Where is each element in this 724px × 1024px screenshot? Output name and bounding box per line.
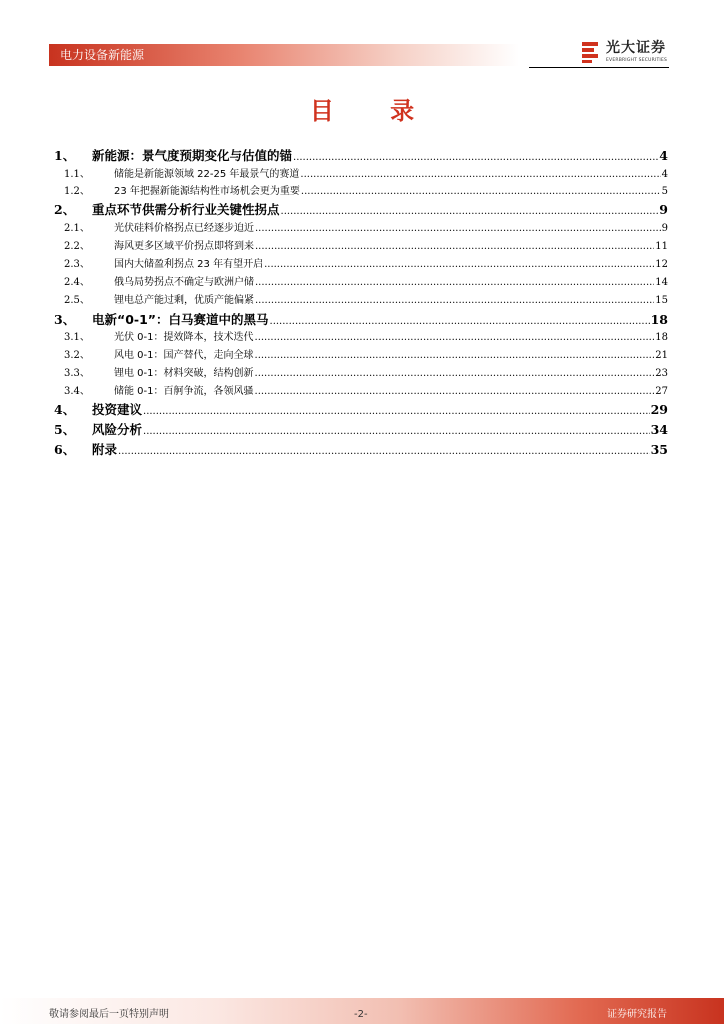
toc-entry-title: 光伏 0-1：提效降本，技术迭代 xyxy=(114,332,254,343)
toc-entry-page: 9 xyxy=(661,223,668,234)
toc-entry-number: 6、 xyxy=(54,442,76,457)
toc-entry-title: 俄乌局势拐点不确定与欧洲户储 xyxy=(114,277,254,288)
logo-text-cn: 光大证券 xyxy=(606,40,666,56)
toc-leader-dots xyxy=(255,368,655,379)
toc-entry-number: 2.5、 xyxy=(64,295,90,306)
toc-leader-dots xyxy=(143,426,650,437)
toc-entry-number: 3.3、 xyxy=(64,368,90,379)
toc-entry[interactable] xyxy=(54,291,668,308)
footer-disclaimer: 敬请参阅最后一页特别声明 xyxy=(49,1009,169,1020)
toc-leader-dots xyxy=(301,186,661,197)
toc-entry-page: 11 xyxy=(655,241,668,252)
toc-entry-title: 风电 0-1：国产替代，走向全球 xyxy=(114,350,254,361)
toc-entry-number: 2.4、 xyxy=(64,277,90,288)
toc-entry-title: 附录 xyxy=(92,442,118,457)
toc-leader-dots xyxy=(293,152,658,163)
toc-entry-title: 锂电 0-1：材料突破，结构创新 xyxy=(114,368,254,379)
toc-leader-dots xyxy=(270,316,650,327)
toc-entry-page: 29 xyxy=(650,402,668,417)
toc-entry[interactable] xyxy=(54,273,668,290)
toc-entry-page: 14 xyxy=(655,277,668,288)
toc-entry[interactable] xyxy=(54,440,668,458)
toc-entry-page: 18 xyxy=(655,332,668,343)
toc-entry[interactable] xyxy=(54,146,668,164)
toc-leader-dots xyxy=(255,277,654,288)
toc-entry-number: 5、 xyxy=(54,422,76,437)
toc-entry-title: 锂电总产能过剩，优质产能偏紧 xyxy=(114,295,254,306)
toc-entry-page: 5 xyxy=(661,186,668,197)
toc-entry-title: 风险分析 xyxy=(92,422,143,437)
toc-entry-number: 1、 xyxy=(54,148,76,163)
toc-entry[interactable] xyxy=(54,382,668,399)
toc-entry-title: 海风更多区域平价拐点即将到来 xyxy=(114,241,254,252)
toc-leader-dots xyxy=(255,295,654,306)
toc-leader-dots xyxy=(255,332,655,343)
toc-entry-number: 3.1、 xyxy=(64,332,90,343)
toc-entry-number: 3、 xyxy=(54,312,76,327)
toc-entry[interactable] xyxy=(54,200,668,218)
header-divider xyxy=(529,67,669,68)
toc-entry-number: 2.1、 xyxy=(64,223,90,234)
toc-entry[interactable] xyxy=(54,310,668,328)
toc-title: 目 录 xyxy=(309,97,439,125)
toc-entry[interactable] xyxy=(54,255,668,272)
toc-leader-dots xyxy=(255,386,655,397)
toc-entry-page: 18 xyxy=(650,312,668,327)
toc-entry-page: 4 xyxy=(659,148,668,163)
toc-entry-title: 光伏硅料价格拐点已经逐步迫近 xyxy=(114,223,254,234)
toc-entry[interactable] xyxy=(54,328,668,345)
toc-entry-number: 3.2、 xyxy=(64,350,90,361)
toc-entry[interactable] xyxy=(54,420,668,438)
toc-leader-dots xyxy=(255,350,655,361)
toc-entry-title: 国内大储盈利拐点 23 年有望开启 xyxy=(114,259,264,270)
toc-leader-dots xyxy=(118,446,650,457)
toc-leader-dots xyxy=(281,206,659,217)
toc-entry-title: 投资建议 xyxy=(92,402,143,417)
page-number: -2- xyxy=(354,1009,368,1020)
toc-entry-page: 27 xyxy=(655,386,668,397)
toc-entry-page: 4 xyxy=(661,169,668,180)
toc-entry-number: 3.4、 xyxy=(64,386,90,397)
toc-entry-page: 21 xyxy=(655,350,668,361)
toc-entry[interactable] xyxy=(54,237,668,254)
toc-entry-title: 新能源：景气度预期变化与估值的锚 xyxy=(92,148,293,163)
toc-entry[interactable] xyxy=(54,165,668,182)
company-logo xyxy=(580,40,680,68)
toc-entry-title: 23 年把握新能源结构性市场机会更为重要 xyxy=(114,186,300,197)
toc-entry[interactable] xyxy=(54,346,668,363)
toc-leader-dots xyxy=(264,259,654,270)
toc-entry-number: 2.2、 xyxy=(64,241,90,252)
section-title: 电力设备新能源 xyxy=(60,48,145,62)
toc-leader-dots xyxy=(300,169,660,180)
footer-report-type: 证券研究报告 xyxy=(607,1009,667,1020)
toc-entry-page: 34 xyxy=(650,422,668,437)
toc-entry-title: 电新“0-1”：白马赛道中的黑马 xyxy=(92,312,269,327)
toc-entry[interactable] xyxy=(54,400,668,418)
logo-text-en: EVERBRIGHT SECURITIES xyxy=(606,58,668,63)
toc-entry-page: 23 xyxy=(655,368,668,379)
toc-entry-number: 2、 xyxy=(54,202,76,217)
toc-entry[interactable] xyxy=(54,219,668,236)
toc-entry[interactable] xyxy=(54,182,668,199)
toc-entry-page: 35 xyxy=(650,442,668,457)
toc-entry-page: 15 xyxy=(655,295,668,306)
toc-entry-number: 1.1、 xyxy=(64,169,90,180)
toc-entry[interactable] xyxy=(54,364,668,381)
toc-entry-page: 12 xyxy=(655,259,668,270)
toc-entry-title: 重点环节供需分析行业关键性拐点 xyxy=(92,202,280,217)
toc-entry-title: 储能是新能源领域 22-25 年最景气的赛道 xyxy=(114,169,300,180)
toc-entry-number: 1.2、 xyxy=(64,186,90,197)
toc-leader-dots xyxy=(255,223,661,234)
toc-entry-number: 2.3、 xyxy=(64,259,90,270)
toc-entry-title: 储能 0-1：百舸争流，各领风骚 xyxy=(114,386,254,397)
toc-leader-dots xyxy=(255,241,654,252)
toc-leader-dots xyxy=(143,406,650,417)
toc-entry-page: 9 xyxy=(659,202,668,217)
toc-entry-number: 4、 xyxy=(54,402,76,417)
logo-mark-icon xyxy=(580,40,600,64)
